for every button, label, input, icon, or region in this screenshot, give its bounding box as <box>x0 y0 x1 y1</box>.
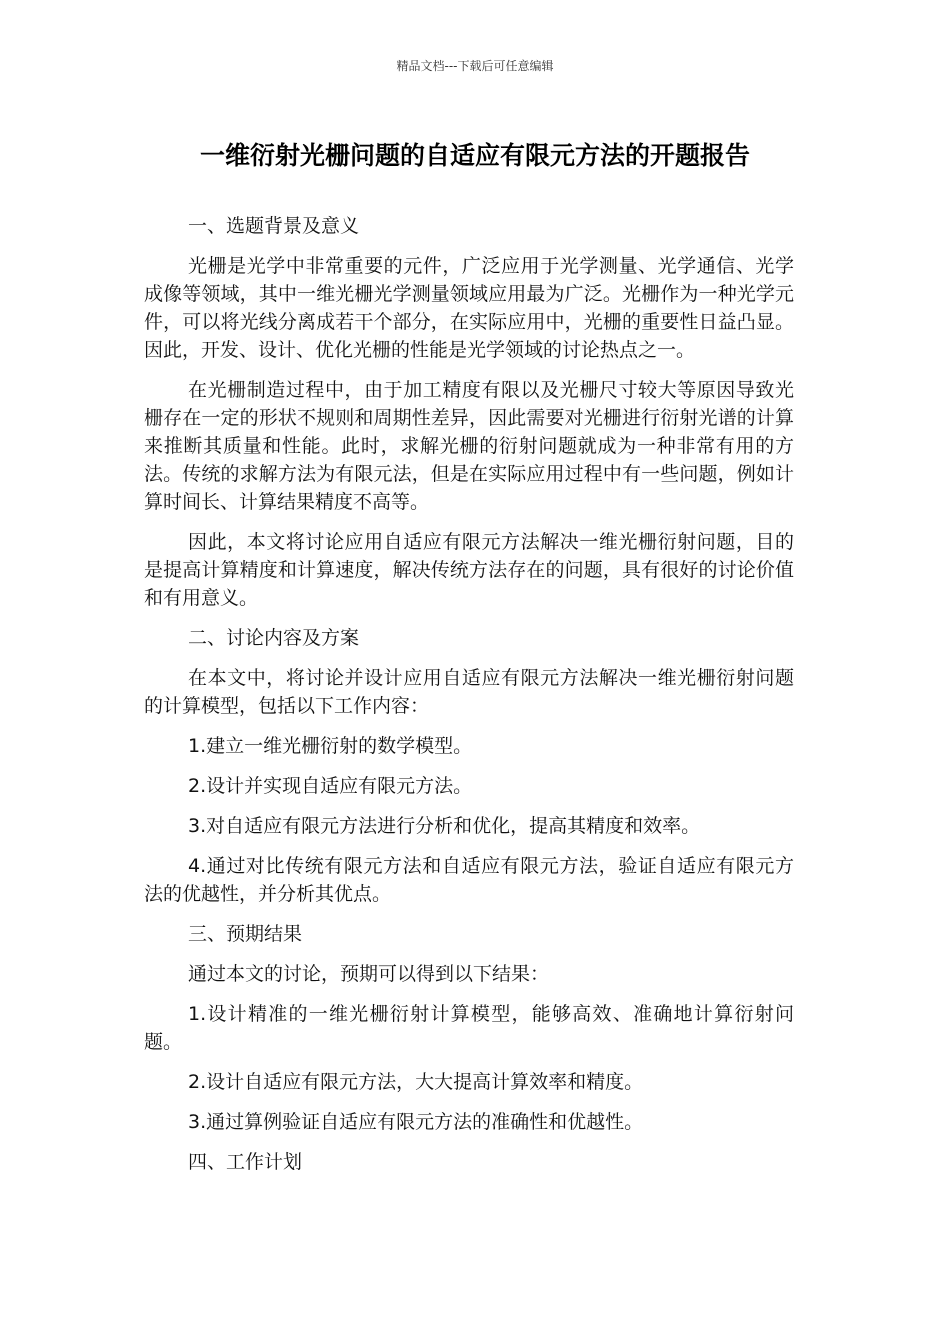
document-title: 一维衍射光栅问题的自适应有限元方法的开题报告 <box>199 141 750 170</box>
list-item: 2.设计自适应有限元方法，大大提高计算效率和精度。 <box>188 1071 644 1093</box>
section-heading-work-plan: 四、工作计划 <box>188 1151 303 1173</box>
paragraph: 光栅是光学中非常重要的元件，广泛应用于光学测量、光学通信、光学成像等领域，其中一维光栅光学测量领域应用最为广泛。光栅作为一种光学元件，可以将光线分离成若干个部分，在实际应用中，光栅的重要性日益凸显。因此，开发、设计、优化光栅的性能是光学领域的讨论热点之一。 <box>144 255 794 361</box>
section-heading-content-plan: 二、讨论内容及方案 <box>188 627 360 649</box>
list-item: 1.设计精准的一维光栅衍射计算模型，能够高效、准确地计算衍射问题。 <box>144 1003 794 1053</box>
section-heading-expected-results: 三、预期结果 <box>188 923 303 945</box>
section-heading-background: 一、选题背景及意义 <box>188 215 360 237</box>
paragraph: 在本文中，将讨论并设计应用自适应有限元方法解决一维光栅衍射问题的计算模型，包括以下工作内容： <box>144 667 794 717</box>
list-item: 4.通过对比传统有限元方法和自适应有限元方法，验证自适应有限元方法的优越性，并分析其优点。 <box>144 855 794 905</box>
document-body <box>144 212 794 1188</box>
header-note: 精品文档---下载后可任意编辑 <box>396 59 554 73</box>
list-item: 3.对自适应有限元方法进行分析和优化，提高其精度和效率。 <box>188 815 701 837</box>
list-item: 3.通过算例验证自适应有限元方法的准确性和优越性。 <box>188 1111 644 1133</box>
paragraph: 通过本文的讨论，预期可以得到以下结果： <box>188 963 550 985</box>
list-item: 2.设计并实现自适应有限元方法。 <box>188 775 473 797</box>
list-item: 1.建立一维光栅衍射的数学模型。 <box>188 735 473 757</box>
paragraph: 在光栅制造过程中，由于加工精度有限以及光栅尺寸较大等原因导致光栅存在一定的形状不规则和周期性差异，因此需要对光栅进行衍射光谱的计算来推断其质量和性能。此时，求解光栅的衍射问题就成为一种非常有用的方法。传统的求解方法为有限元法，但是在实际应用过程中有一些问题，例如计算时间长、计算结果精度不高等。 <box>144 379 794 513</box>
paragraph: 因此，本文将讨论应用自适应有限元方法解决一维光栅衍射问题，目的是提高计算精度和计算速度，解决传统方法存在的问题，具有很好的讨论价值和有用意义。 <box>144 531 794 609</box>
